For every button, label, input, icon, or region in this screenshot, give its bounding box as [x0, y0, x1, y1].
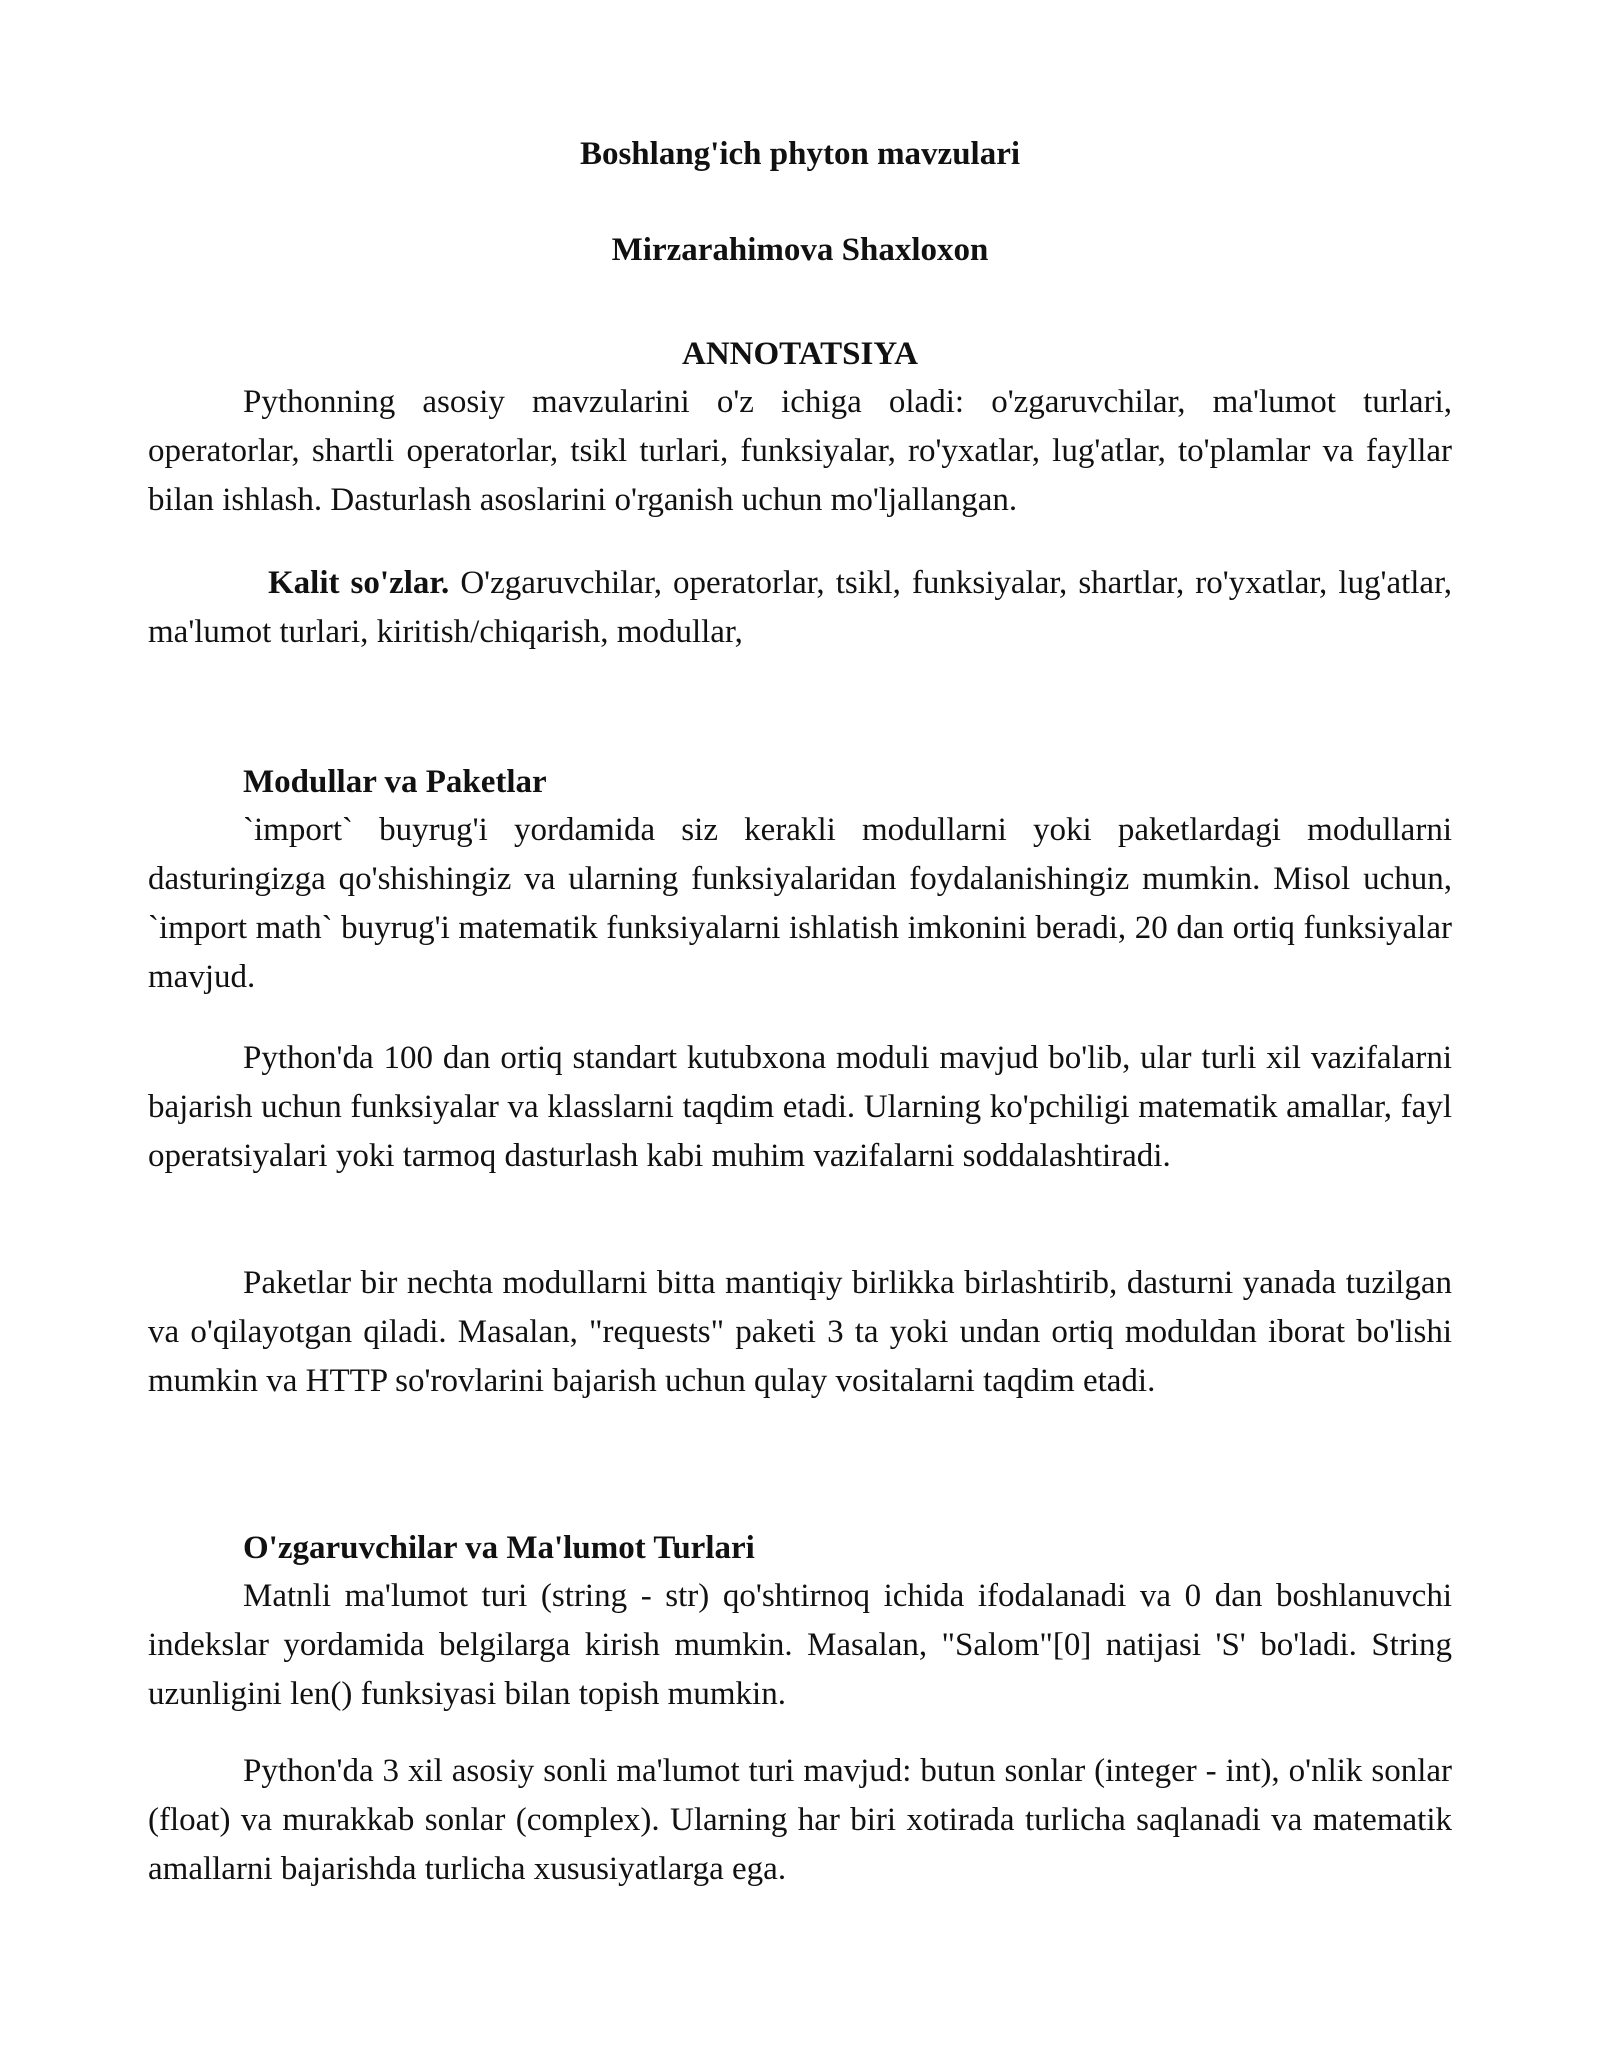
section-paragraph: Python'da 100 dan ortiq standart kutubxona moduli mavjud bo'lib, ular turli xil vazifalarni bajarish uchun funksiyalar va klasslarni taqdim etadi. Ularning ko'pchiligi matematik amallar, fayl operatsiyalari yoki tarmoq dasturlash kabi muhim vazifalarni soddalashtiradi.: [148, 1040, 1452, 1174]
section-paragraph: Paketlar bir nechta modullarni bitta mantiqiy birlikka birlashtirib, dasturni yanada tuzilgan va o'qilayotgan qiladi. Masalan, "requests" paketi 3 ta yoki undan ortiq moduldan iborat bo'lishi mumkin va HTTP so'rovlarini bajarish uchun qulay vositalarni taqdim etadi.: [148, 1265, 1452, 1399]
section-heading-modules: Modullar va Paketlar: [243, 764, 547, 800]
section-paragraph: Python'da 3 xil asosiy sonli ma'lumot turi mavjud: butun sonlar (integer - int), o'nlik sonlar (float) va murakkab sonlar (complex). Ularning har biri xotirada turlicha saqlanadi va matematik amallarni bajarishda turlicha xususiyatlarga ega.: [148, 1753, 1452, 1887]
section-heading-variables: O'zgaruvchilar va Ma'lumot Turlari: [243, 1530, 755, 1566]
keywords-label: Kalit so'zlar.: [268, 565, 450, 601]
keywords-paragraph: [148, 559, 1452, 657]
keywords-list: O'zgaruvchilar, operatorlar, tsikl, funksiyalar, shartlar, ro'yxatlar, lug'atlar, ma'lumot turlari, kiritish/chiqarish, modullar,: [148, 565, 1452, 650]
abstract-paragraph: Pythonning asosiy mavzularini o'z ichiga oladi: o'zgaruvchilar, ma'lumot turlari, operatorlar, shartli operatorlar, tsikl turlari, funksiyalar, ro'yxatlar, lug'atlar, to'plamlar va fayllar bilan ishlash. Dasturlash asoslarini o'rganish uchun mo'ljallangan.: [148, 384, 1452, 518]
document-title: Boshlang'ich phyton mavzulari: [579, 136, 1021, 172]
section-paragraph: `import` buyrug'i yordamida siz kerakli modullarni yoki paketlardagi modullarni dasturingizga qo'shishingiz va ularning funksiyalaridan foydalanishingiz mumkin. Misol uchun, `import math` buyrug'i matematik funksiyalarni ishlatish imkonini beradi, 20 dan ortiq funksiyalar mavjud.: [148, 812, 1452, 995]
author-name: Mirzarahimova Shaxloxon: [611, 232, 989, 268]
section-paragraph: Matnli ma'lumot turi (string - str) qo'shtirnoq ichida ifodalanadi va 0 dan boshlanuvchi indekslar yordamida belgilarga kirish mumkin. Masalan, "Salom"[0] natijasi 'S' bo'ladi. String uzunligini len() funksiyasi bilan topish mumkin.: [148, 1578, 1452, 1712]
abstract-heading: ANNOTATSIYA: [682, 336, 918, 372]
